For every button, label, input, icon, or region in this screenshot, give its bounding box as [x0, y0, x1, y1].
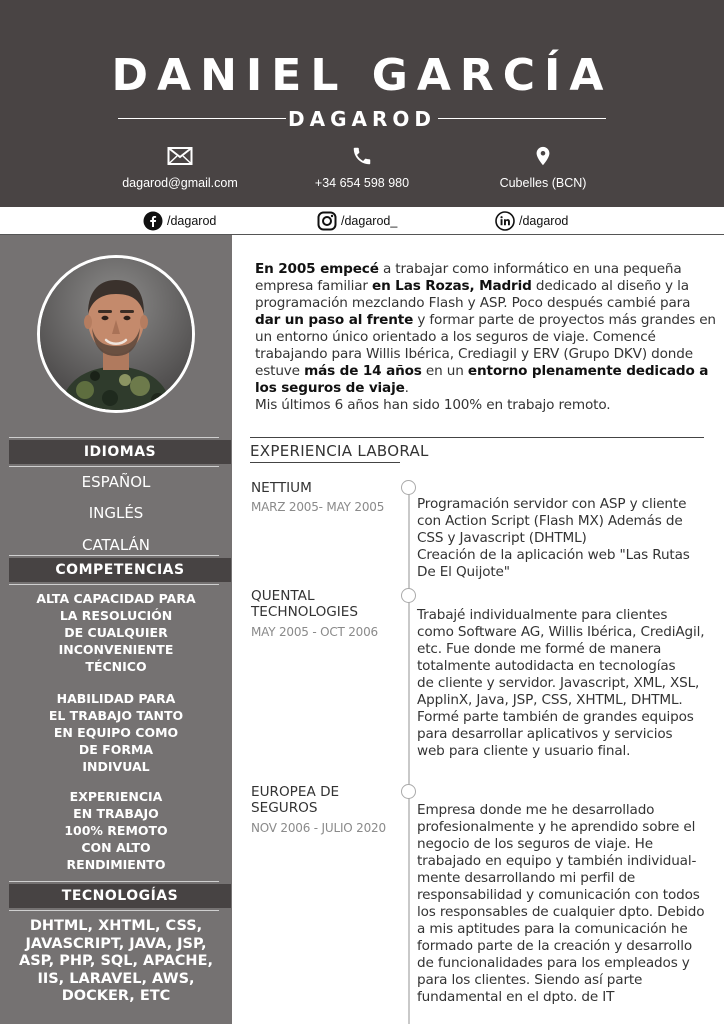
job-description-line: para desarrollar aplicativos y servicios	[417, 726, 673, 742]
competencias-title: COMPETENCIAS	[9, 558, 231, 582]
tecnologias-line: JAVASCRIPT, JAVA, JSP,	[25, 935, 207, 952]
section-divider	[250, 437, 704, 438]
job-description-line: los responsables de cualquier dpto. Debido	[417, 904, 705, 920]
intro-highlight: dar un paso al frente	[255, 312, 414, 328]
job-period: MARZ 2005- MAY 2005	[251, 500, 385, 514]
job-company-line: EUROPEA DE	[251, 784, 340, 800]
contact-phone[interactable]	[262, 145, 462, 190]
intro-paragraph	[255, 261, 717, 414]
competencia-line: TÉCNICO	[85, 659, 147, 674]
tecnologias-title: TECNOLOGÍAS	[9, 884, 231, 908]
location-text: Cubelles (BCN)	[499, 176, 587, 190]
job-description-line: ApplinX, Java, JSP, CSS, XHTML, DHTML.	[417, 692, 683, 708]
job-description-line: Trabajé individualmente para clientes	[417, 607, 668, 623]
competencia-line: ALTA CAPACIDAD PARA	[36, 591, 196, 606]
job-description-line: Formé parte también de grandes equipos	[417, 709, 694, 725]
mail-icon	[167, 145, 193, 167]
job-description-line: a mis aptitudes para la comunicación he	[417, 921, 688, 937]
linkedin-handle: /dagarod	[519, 214, 569, 228]
social-linkedin[interactable]	[495, 211, 568, 231]
competencia-item	[10, 590, 222, 675]
job-description	[417, 607, 717, 760]
competencia-line: INDIVUAL	[82, 759, 150, 774]
competencia-line: EXPERIENCIA	[69, 789, 163, 804]
tecnologias-line: ASP, PHP, SQL, APACHE,	[19, 953, 213, 969]
competencia-line: EL TRABAJO TANTO	[48, 708, 184, 723]
tecnologias-list	[10, 918, 222, 1006]
email-text: dagarod@gmail.com	[122, 176, 238, 190]
job-description-line: Programación servidor con ASP y cliente	[417, 496, 687, 512]
job-description-line: para los clientes. Siendo así parte	[417, 972, 643, 988]
alias-rule-right	[438, 118, 606, 119]
intro-text: a trabajar como informático en una pequeña empresa familiar	[255, 261, 682, 294]
job-description-line: de cliente y servidor. Javascript, XML, XSL,	[417, 675, 700, 691]
alias: DAGAROD	[288, 107, 436, 131]
job-description-line: Empresa donde me he desarrollado	[417, 802, 655, 818]
instagram-icon	[317, 211, 337, 231]
job-description-line: mente desarrollando mi perfil de	[417, 870, 636, 886]
competencia-line: HABILIDAD PARA	[56, 691, 176, 706]
linkedin-icon	[495, 211, 515, 231]
competencia-line: INCONVENIENTE	[58, 642, 174, 657]
intro-text: y formar parte de proyectos más grandes en un entorno único orientado a los seguros de viaje. Comencé trabajando para Willis Ibérica, Crediagil y ERV (Grupo DKV) donde estuve	[255, 312, 716, 379]
contact-email[interactable]	[80, 145, 280, 190]
job-description-line: De El Quijote"	[417, 564, 510, 580]
job-period: NOV 2006 - JULIO 2020	[251, 821, 386, 835]
job-description-line: responsabilidad y comunicación con todos	[417, 887, 700, 903]
job-company	[251, 480, 401, 496]
intro-text: .	[404, 380, 409, 396]
profile-photo	[37, 255, 195, 413]
timeline-dot	[401, 588, 416, 603]
location-pin-icon	[532, 145, 554, 167]
sidebar	[0, 235, 232, 1024]
social-facebook[interactable]	[143, 211, 216, 231]
job-period: MAY 2005 - OCT 2006	[251, 625, 378, 639]
job-description-line: de funcionalidades para los empleados y	[417, 955, 690, 971]
idiomas-title: IDIOMAS	[9, 440, 231, 464]
job-description-line: formado parte de la creación y desarrollo	[417, 938, 693, 954]
job-description-line: como Software AG, Willis Ibérica, CrediAgil,	[417, 624, 705, 640]
job-description-line: CSS y Javascript (DHTML)	[417, 530, 587, 546]
intro-highlight: entorno plenamente dedicado a los seguros de viaje	[255, 363, 709, 396]
job-company-line: SEGUROS	[251, 800, 318, 816]
job-company	[251, 784, 401, 816]
competencia-item	[10, 690, 222, 775]
competencia-line: LA RESOLUCIÓN	[59, 608, 173, 623]
job-company-line: QUENTAL	[251, 588, 315, 604]
social-instagram[interactable]	[317, 211, 397, 231]
intro-highlight: más de 14 años	[304, 363, 422, 379]
timeline-line	[408, 487, 410, 1024]
competencia-line: 100% REMOTO	[64, 823, 168, 838]
job-description-line: trabajado en equipo y también individual-	[417, 853, 697, 869]
competencia-line: CON ALTO	[81, 840, 151, 855]
timeline-dot	[401, 480, 416, 495]
language-item: ESPAÑOL	[81, 473, 151, 491]
intro-text: Mis últimos 6 años han sido 100% en trabajo remoto.	[255, 397, 611, 413]
intro-highlight: En 2005 empecé	[255, 261, 379, 277]
full-name: DANIEL GARCÍA	[111, 50, 613, 101]
section-divider	[250, 462, 400, 463]
portrait-illustration	[40, 258, 192, 410]
tecnologias-line: IIS, LARAVEL, AWS,	[37, 970, 195, 987]
facebook-handle: /dagarod	[167, 214, 217, 228]
header	[0, 0, 724, 207]
competencia-line: DE FORMA	[78, 742, 154, 757]
language-item: CATALÁN	[81, 536, 150, 554]
language-item: INGLÉS	[88, 504, 144, 522]
social-bar	[0, 207, 724, 235]
job-description-line: fundamental en el dpto. de IT	[417, 989, 615, 1005]
job-description-line: etc. Fue donde me formé de manera	[417, 641, 662, 657]
instagram-handle: /dagarod_	[341, 214, 398, 228]
job-description-line: profesionalmente y he aprendido sobre el	[417, 819, 696, 835]
competencia-line: EN EQUIPO COMO	[53, 725, 179, 740]
job-description-line: web para cliente y usuario final.	[417, 743, 631, 759]
intro-text: en un	[421, 363, 468, 379]
phone-icon	[351, 145, 373, 167]
job-description-line: negocio de los seguros de viaje. He	[417, 836, 653, 852]
tecnologias-line: DOCKER, ETC	[61, 988, 171, 1004]
job-description	[417, 496, 717, 581]
tecnologias-line: DHTML, XHTML, CSS,	[29, 918, 203, 934]
contact-location	[443, 145, 643, 190]
competencia-line: DE CUALQUIER	[64, 625, 168, 640]
intro-highlight: en Las Rozas, Madrid	[372, 278, 532, 294]
job-company	[251, 588, 401, 620]
competencia-line: RENDIMIENTO	[66, 857, 166, 872]
timeline-dot	[401, 784, 416, 799]
intro-text: dedicado al diseño y la programación mezclando Flash y ASP. Poco después cambié para	[255, 278, 691, 311]
job-description-line: con Action Script (Flash MX) Además de	[417, 513, 683, 529]
facebook-icon	[143, 211, 163, 231]
job-description	[417, 802, 717, 1006]
job-description-line: Creación de la aplicación web "Las Rutas	[417, 547, 690, 563]
experience-title: EXPERIENCIA LABORAL	[250, 442, 429, 460]
job-description-line: totalmente autodidacta en tecnologías	[417, 658, 676, 674]
competencia-line: EN TRABAJO	[73, 806, 159, 821]
job-company-line: TECHNOLOGIES	[251, 604, 359, 620]
job-company-line: NETTIUM	[251, 480, 312, 496]
alias-row	[118, 107, 606, 131]
competencia-item	[10, 788, 222, 873]
phone-text: +34 654 598 980	[314, 176, 410, 190]
